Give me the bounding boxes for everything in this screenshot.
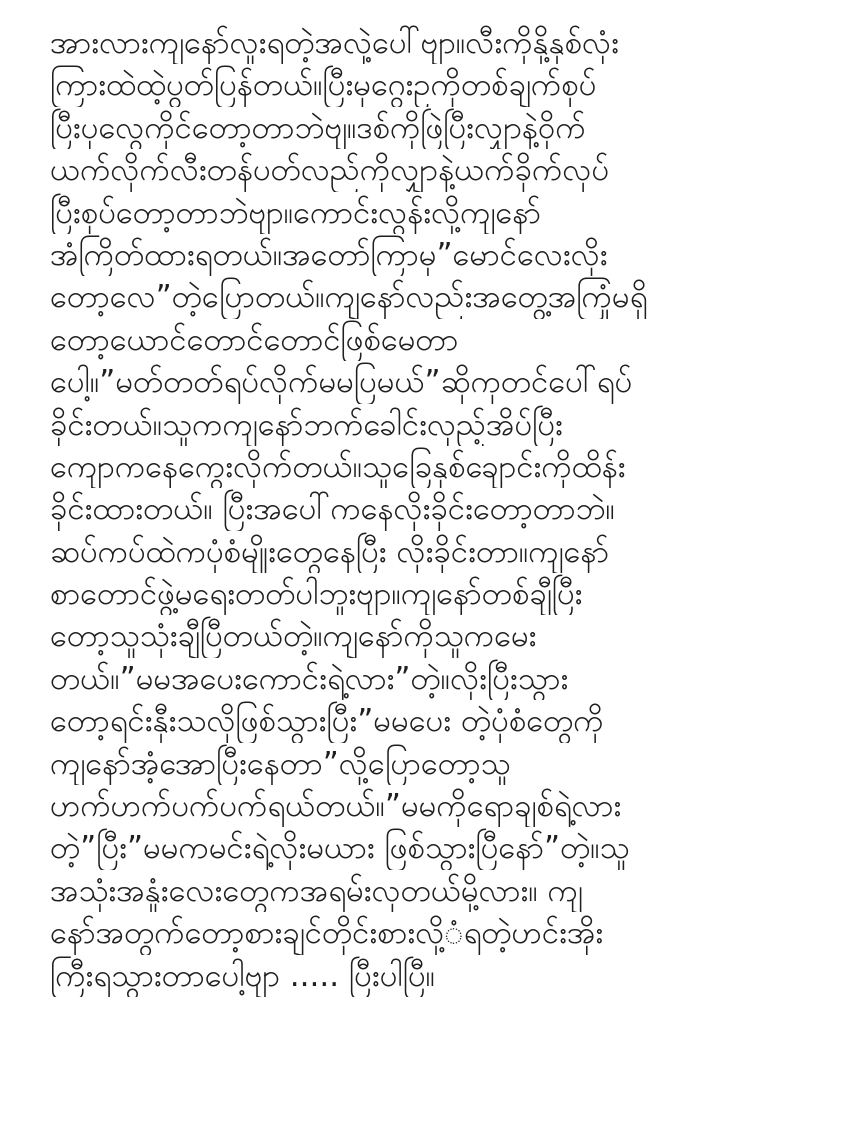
- text-line-11: ကျောကနေကွေးလိုက်တယ်။သူခြေနှစ်ချောင်းကိုထိန်း: [50, 448, 626, 485]
- text-line-22: နော်အတွက်တော့စားချင်တိုင်းစားလို့ံရတဲ့ဟင်းအိုး: [50, 915, 604, 952]
- text-line-14: စာတောင်ဖွဲ့မရေးတတ်ပါဘူးဗျာ။ကျနော်တစ်ချီပြီး: [50, 576, 583, 613]
- text-line-15: တော့သူသုံးချီပြီတယ်တဲ့။ကျနော်ကိုသူကမေး: [50, 618, 537, 655]
- text-line-12: ခိုင်းထားတယ်။ ပြီးအပေါ်ကနေလိုးခိုင်းတော့တာဘဲ။: [50, 491, 615, 528]
- text-line-1: အားလားကျနော်လူးရတဲ့အလှဲ့ပေါ်ဗျာ။လီးကိုနို့နှစ်လုံး: [50, 25, 619, 61]
- text-line-2: ကြားထဲထဲ့ပွတ်ပြန်တယ်။ပြီးမှဂွေးဥကိုတစ်ချက်စုပ်: [50, 67, 597, 104]
- text-line-10: ခိုင်းတယ်။သူကကျနော်ဘက်ခေါင်းလှည့်အိပ်ပြီး: [50, 406, 563, 443]
- text-line-8: တော့ယောင်တောင်တောင်ဖြစ်မေတာ: [50, 321, 459, 358]
- story-text-block: [50, 22, 850, 997]
- text-line-6: အံကြိတ်ထားရတယ်။အတော်ကြာမှ”မောင်လေးလိုး: [50, 236, 608, 273]
- text-line-21: အသုံးအနှုံးလေးတွေကအရမ်းလှတယ်မို့လား။ ကျ: [50, 872, 583, 909]
- text-line-19: ဟက်ဟက်ပက်ပက်ရယ်တယ်။”မမကိုရောချစ်ရဲ့လား: [50, 788, 622, 825]
- text-line-23: ကြီးရသွားတာပေါ့ဗျာ ..... ပြီးပါပြီ။: [50, 957, 436, 994]
- text-line-4: ယက်လိုက်လီးတန်ပတ်လည်ကိုလျှာနဲ့ယက်ခိုက်လုပ်: [50, 152, 610, 189]
- text-line-16: တယ်။”မမအပေးကောင်းရဲ့လား”တဲ့။လိုးပြီးသွား: [50, 660, 569, 697]
- text-line-7: တော့လေ”တဲ့ပြောတယ်။ကျနော်လည်းအတွေ့အကြုံမရှိ: [50, 279, 648, 316]
- text-line-18: ကျနော်အံ့အောပြီးနေတာ”လို့ပြောတော့သူ: [50, 745, 511, 782]
- text-line-20: တဲ့”ပြီး”မမကမင်းရဲ့လိုးမယား ဖြစ်သွားပြီနော်”တဲ့။သူ: [50, 830, 630, 867]
- text-line-17: တော့ရင်းနှီးသလိုဖြစ်သွားပြီး”မမပေး တဲ့ပုံစံတွေကို: [50, 703, 604, 740]
- text-line-9: ပေါ့။”မတ်တတ်ရပ်လိုက်မမပြမယ်”ဆိုကုတင်ပေါ်ရပ်: [50, 364, 633, 401]
- text-line-5: ပြီးစုပ်တော့တာဘဲဗျာ။ကောင်းလွန်းလို့ကျနော်: [50, 194, 542, 231]
- text-line-13: ဆပ်ကပ်ထဲကပုံစံမျိုးတွေနေပြီး လိုးခိုင်းတာ။ကျနော်: [50, 533, 610, 570]
- text-line-3: ပြီးပုလွေကိုင်တော့တာဘဲဗျ။ဒစ်ကိုဖြဲပြီးလျှာနဲ့ဝိုက်: [50, 109, 586, 146]
